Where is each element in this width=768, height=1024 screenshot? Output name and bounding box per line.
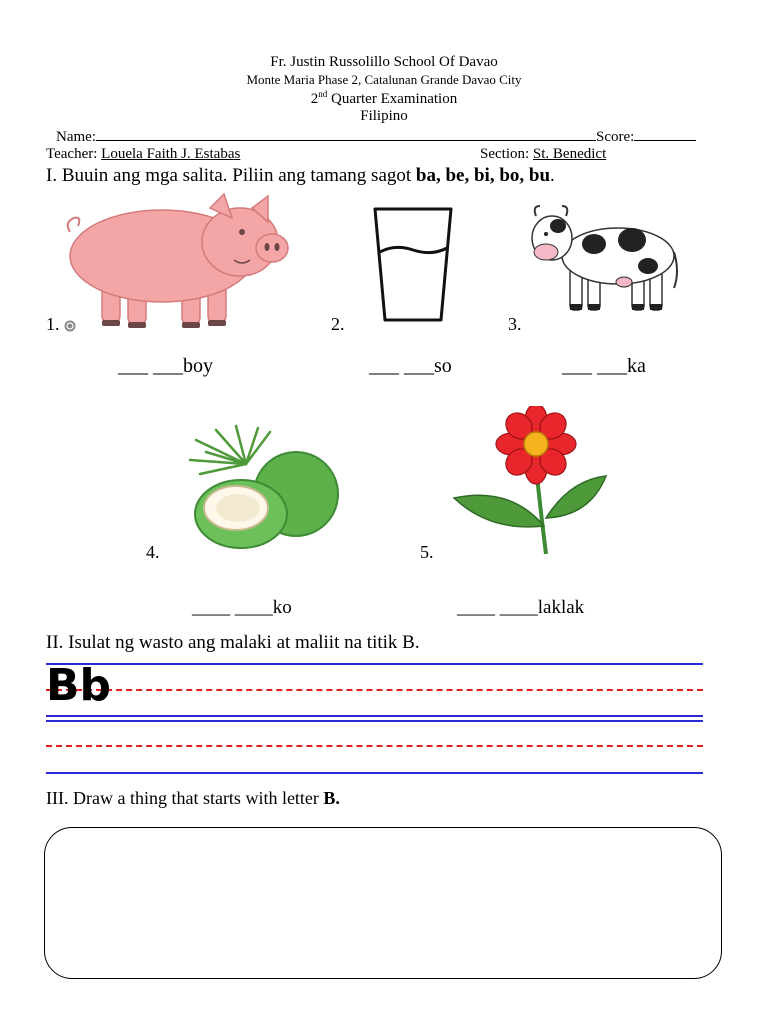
section-label: Section: — [480, 146, 530, 162]
guide-mid-line-2 — [46, 745, 703, 747]
teacher-label: Teacher: — [46, 146, 98, 162]
part1-period: . — [550, 165, 555, 186]
drawing-box[interactable] — [44, 827, 722, 979]
part1-choices: ba, be, bi, bo, bu — [415, 165, 551, 186]
guide-base-line-1 — [46, 715, 703, 717]
refresh-icon — [64, 320, 76, 332]
item-number-1 — [46, 314, 76, 335]
name-line[interactable] — [96, 128, 596, 141]
quarter-text: Quarter Examination — [327, 91, 458, 107]
school-name: Fr. Justin Russolillo School Of Davao — [270, 54, 498, 70]
score-label: Score: — [595, 129, 635, 145]
teacher-name: Louela Faith J. Estabas — [101, 146, 241, 162]
answer-blank-4[interactable]: ____ ____ko — [192, 597, 292, 618]
answer-blank-2[interactable]: ___ ___so — [369, 355, 452, 377]
answer-blank-5[interactable]: ____ ____laklak — [457, 597, 585, 618]
name-row — [56, 128, 696, 146]
guide-top-line-1 — [46, 663, 703, 665]
guide-top-line-2 — [46, 720, 703, 722]
section-row — [480, 146, 606, 163]
item-number-1-text: 1. — [46, 314, 60, 334]
answer-blank-1[interactable]: ___ ___boy — [118, 355, 213, 377]
part3-instruction — [46, 788, 340, 809]
school-address: Monte Maria Phase 2, Catalunan Grande Davao City — [246, 72, 522, 87]
pig-image — [62, 192, 294, 332]
answer-blank-3[interactable]: ___ ___ka — [562, 355, 646, 377]
part3-instruction-text: III. Draw a thing that starts with letter — [46, 788, 324, 808]
guide-base-line-2 — [46, 772, 703, 774]
part3-letter: B. — [323, 788, 340, 808]
teacher-row — [46, 146, 240, 163]
item-number-5: 5. — [420, 542, 434, 562]
flower-image — [450, 406, 610, 556]
item-number-3: 3. — [508, 314, 522, 334]
subject-title: Filipino — [360, 108, 408, 124]
part2-instruction: II. Isulat ng wasto ang malaki at maliit na titik B. — [46, 632, 420, 653]
cow-image — [528, 204, 678, 316]
part1-instruction-text: I. Buuin ang mga salita. Piliin ang tamang sagot — [46, 165, 416, 186]
score-line[interactable] — [634, 128, 696, 141]
item-number-2: 2. — [331, 314, 345, 334]
glass-image — [370, 206, 456, 324]
coconut-image — [186, 424, 340, 550]
sample-letters: Bb — [46, 660, 112, 711]
part1-instruction — [46, 165, 555, 187]
exam-title — [0, 89, 768, 108]
quarter-ordinal: nd — [318, 89, 328, 99]
name-label: Name: — [56, 129, 96, 145]
guide-mid-line-1 — [46, 689, 703, 691]
section-name: St. Benedict — [532, 146, 607, 162]
item-number-4: 4. — [146, 542, 160, 562]
quarter-number: 2 — [310, 91, 319, 107]
